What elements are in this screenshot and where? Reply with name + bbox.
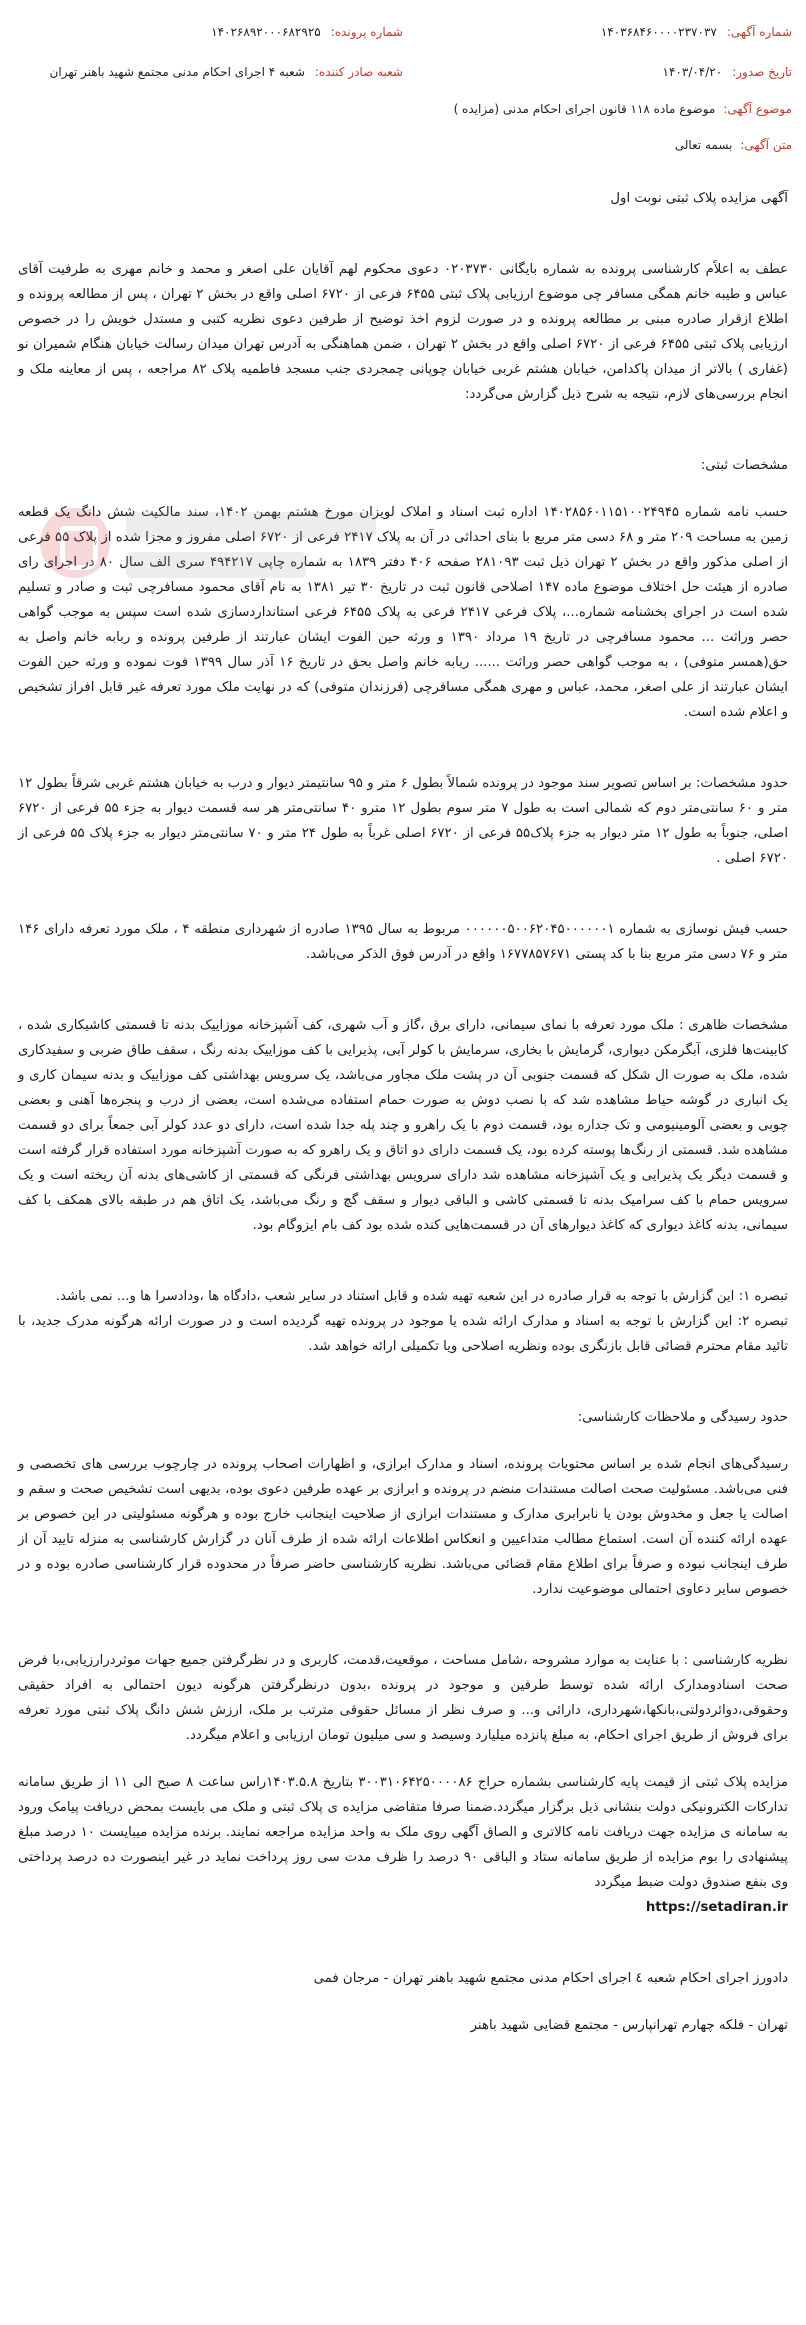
appearance-paragraph: مشخصات ظاهری : ملک مورد تعرفه با نمای سیمانی، دارای برق ،گاز و آب شهری، کف آشپزخانه موزاییک بدنه تا قسمتی کاشیکاری شده ، کابینت‌ها فلزی، آبگرمکن دیواری، گرمایش با بخاری، سرمایش با کولر آبی، پذیرایی با کف موزاییک بدنه رنگ ، سقف طاق ضربی و سفیدکاری شده، ملک به صورت ال شکل که قسمت جنوبی آن در پشت ملک مجاور می‌باشد، یک سرویس بهداشتی کف موزاییک و بدنه سیمان کاری و یک انباری در گوشه حیاط مشاهده شد که با نصب دوش به صورت حمام استفاده می‌شده است، بعضی از درب و پنجره‌ها آهنی و بعضی چوبی و بعضی آلومینیومی و تک جداره بود، قسمت دوم با یک راهرو و چند پله جدا شده است، دارای دو عدد کولر آبی جمعاً برای دو قسمت مشاهده شد. قسمتی از رنگ‌ها پوسته کرده بود، یک قسمت دارای دو اتاق و یک راهرو که به صورت آشپزخانه مورد استفاده قرار گرفته است و قسمت دیگر یک پذیرایی و یک آشپزخانه مشاهده شد دارای سرویس بهداشتی فرنگی که قسمتی از کاشی‌های بدنه آن ریخته است و یک سرویس حمام با کف سرامیک بدنه تا قسمتی کاشی و الباقی دیوار و سقف گچ و رنگ می‌باشد، یک اتاق هم در طبقه بالای همکف با کف سیمانی، بدنه کاغذ دیواری که کاغذ دیوارهای آن در قسمت‌هایی کنده شده بود کف بام ایزوگام بود.	[18, 1018, 788, 1233]
subject-value: موضوع ماده ۱۱۸ قانون اجرای احکام مدنی (مزایده )	[453, 102, 716, 116]
note-2: تبصره ۲: این گزارش با توجه به اسناد و مدارک ارائه شده یا موجود در پرونده تهیه گردیده است و در صورت ارائه هرگونه مدرک جدید، با تائید مقام محترم قضائی قابل بازنگری بوده ونظریه اصلاحی ویا تکمیلی ارائه خواهد شد.	[18, 1314, 789, 1354]
renovation-paragraph: حسب فیش نوسازی به شماره ۰۰۰۰۰۰۵۰۰۶۲۰۴۵۰۰۰۰۰۰۱ مربوط به سال ۱۳۹۵ صادره از شهرداری منطقه ۴ ، ملک مورد تعرفه دارای ۱۴۶ متر و ۷۶ دسی متر مربع بنا با کد پستی ۱۶۷۷۸۵۷۶۷۱ واقع در آدرس فوق الذکر می‌باشد.	[18, 922, 788, 962]
note-1: تبصره ۱: این گزارش با توجه به قرار صادره در این شعبه تهیه شده و قابل استناد در سایر شعب ،دادگاه ها ،ودادسرا ها و... نمی باشد.	[55, 1289, 788, 1304]
boundaries-paragraph: حدود مشخصات: بر اساس تصویر سند موجود در پرونده شمالاً بطول ۶ متر و ۹۵ سانتیمتر دیوار و درب به خیابان هشتم غربی شرقاً بطول ۱۲ متر و ۶۰ سانتی‌متر دوم که شمالی است به طول ۷ متر سوم بطول ۱۲ مترو ۴۰ سانتی‌متر هر سه قسمت دیوار به جزء ۵۵ فرعی از ۶۷۲۰ اصلی، جنوباً به طول ۱۲ متر دیوار به جزء پلاک۵۵ فرعی از ۶۷۲۰ اصلی غرباً به طول ۲۴ متر و ۷۰ سانتی‌متر دیوار به جزء پلاک ۵۵ فرعی از ۶۷۲۰ اصلی .	[18, 776, 789, 866]
case-number-value: ۱۴۰۲۶۸۹۲۰۰۰۶۸۲۹۲۵	[211, 25, 321, 39]
signature-line: دادورز اجرای احکام شعبه ٤ اجرای احکام مدنی مجتمع شهید باهنر تهران - مرجان فمی	[313, 1971, 788, 1986]
setad-link[interactable]: https://setadiran.ir	[645, 1900, 788, 1915]
issue-date-label: تاریخ صدور:	[732, 65, 792, 79]
header-row	[14, 52, 792, 92]
review-paragraph: رسیدگی‌های انجام شده بر اساس محتویات پرونده، اسناد و مدارک ابرازی، و اظهارات اصحاب پرونده در چارچوب بررسی های تخصصی و فنی می‌باشد. مسئولیت صحت اصالت مستندات منضم در پرونده و ابرازی بر عهده طرفین دعوی بوده، بدیهی است تشخیص صحت و سقم و اصالت یا جعل و مخدوش بودن یا نابرابری مدارک و مستندات ابرازی از صلاحیت اینجانب خارج بوده و هرگونه مسئولیتی در این خصوص بر عهده ارائه کننده آن است. استماع مطالب متداعیین و انعکاس اطلاعات ارائه شده از طرف آنان در گزارش کارشناسی به منزله تایید آن از طرف اینجانب نبوده و صرفاً برای اطلاع مقام قضائی می‌باشد. نظریه کارشناسی حاضر صرفاً در محدوده قرار کارشناسی صادره بوده و در خصوص سایر دعاوی احتمالی موضوعیت ندارد.	[18, 1457, 788, 1597]
ad-number-label: شماره آگهی:	[726, 25, 792, 39]
header-row	[14, 12, 792, 52]
review-heading: حدود رسیدگی و ملاحظات کارشناسی:	[577, 1410, 788, 1425]
case-number-field	[14, 22, 403, 42]
ad-content	[18, 186, 788, 2038]
auction-paragraph: مزایده پلاک ثبتی از قیمت پایه کارشناسی بشماره حراج ۳۰۰۳۱۰۶۴۲۵۰۰۰۰۸۶ بتاریخ ۱۴۰۳.۵.۸راس ساعت ۸ صبح الی ۱۱ از طریق سامانه تدارکات الکترونیکی دولت بنشانی ذیل برگزار میگردد.ضمنا صرفا متقاضی مزایده ی پلاک ثبتی و ملک می بایست بمحض دریافت پیامک ورود به سامانه ی مزایده جهت دریافت نامه کالاتری و الصاق آگهی روی ملک به واحد مزایده مراجعه نمایند. برنده مزایده میبایست ۱۰ درصد مبلغ پیشنهادی را بوم مزایده از طریق سامانه ستاد و الباقی ۹۰ درصد را ظرف مدت سی روز پرداخت نماید در غیر اینصورت ده درصد پرداختی وی بنفع صندوق دولت ضبط میگردد	[18, 1775, 788, 1890]
issuer-value: شعبه ۴ اجرای احکام مدنی مجتمع شهید باهنر تهران	[49, 65, 305, 79]
ad-header	[14, 12, 792, 92]
opinion-paragraph: نظریه کارشناسی : با عنایت به موارد مشروحه ،شامل مساحت ، موقعیت،قدمت، کاربری و در نظرگرفتن جمیع جهات موثردرارزیابی،با فرض صحت اسنادومدارک ارائه شده توسط طرفین و موجود در پرونده ،بدون درنظرگرفتن هرگونه دیون احتمالی به افراد حقیقی وحقوقی،دوائردولتی،بانکها،شهرداری، دارائی و... و صرف نظر از مسائل حقوقی مترتب بر ملک، ارزش شش دانگ پلاک ثبتی مورد تعرفه برای فروش از طریق اجرای احکام، به مبلغ پانزده میلیارد وسیصد و سی میلیون تومان ارزیابی و اعلام میگردد.	[18, 1653, 788, 1743]
registration-heading: مشخصات ثبتی:	[700, 458, 788, 473]
case-number-label: شماره پرونده:	[330, 25, 403, 39]
ad-number-field	[403, 22, 792, 42]
ad-number-value: ۱۴۰۳۶۸۴۶۰۰۰۰۲۳۷۰۳۷	[600, 25, 717, 39]
issue-date-field	[403, 62, 792, 82]
ad-title: آگهی مزایده پلاک ثبتی نوبت اول	[610, 191, 788, 206]
address-line: تهران - فلکه چهارم تهرانپارس - مجتمع قضایی شهید باهنر	[470, 2018, 788, 2033]
issuer-field	[14, 62, 403, 82]
registration-paragraph: حسب نامه شماره ۱۴۰۲۸۵۶۰۱۱۵۱۰۰۲۴۹۴۵ اداره ثبت اسناد و املاک لویزان مورخ هشتم بهمن ۱۴۰۲، سند مالکیت شش دانگ یک قطعه زمین به مساحت ۲۰۹ متر و ۶۸ دسی متر مربع با بنای احداثی در آن به پلاک ۲۴۱۷ فرعی از ۶۷۲۰ اصلی مفروز و مجزا شده از پلاک ۵۵ فرعی از اصلی مذکور واقع در بخش ۲ تهران ذیل ثبت ۲۸۱۰۹۳ صفحه ۴۰۶ دفتر ۱۸۳۹ به شماره چاپی ۴۹۴۲۱۷ سری الف سال ۸۰ در اجرای رای صادره از هیئت حل اختلاف موضوع ماده ۱۴۷ اصلاحی قانون ثبت در تاریخ ۳۰ تیر ۱۳۸۱ به نام آقای محمود مسافرچی ثبت و صادر و تسلیم شده است در اجرای بخشنامه شماره...، پلاک فرعی ۲۴۱۷ فرعی به پلاک ۶۴۵۵ فرعی استانداردسازی شده است سپس به موجب گواهی حصر وراثت ... محمود مسافرچی در تاریخ ۱۹ مرداد ۱۳۹۰ و ورثه حین الفوت ایشان عبارتند از طرفین پرونده و ربابه خانم واصل به حق(همسر متوفی) ، به موجب گواهی حصر وراثت ...... ربابه خانم واصل بحق در تاریخ ۱۶ آذر سال ۱۳۹۹ فوت نموده و ورثه حین الفوت ایشان عبارتند از علی اصغر، محمد، عباس و مهری همگی مسافرچی (فرزندان متوفی) که در نهایت ملک مورد تعرفه غیر قابل افراز تشخیص و اعلام شده است.	[18, 505, 789, 720]
subject-field	[14, 102, 792, 116]
subject-label: موضوع آگهی:	[723, 102, 792, 116]
intro-paragraph: عطف به اعلاًم کارشناسی پرونده به شماره بایگانی ۰۲۰۳۷۳۰ دعوی محکوم لهم آقایان علی اصغر و محمد و خانم مهری به طرفیت آقای عباس و طیبه خانم همگی مسافر چی موضوع ارزیابی پلاک ثبتی ۶۴۵۵ فرعی از ۶۷۲۰ اصلی واقع در بخش ۲ تهران ، پس از مطالعه پرونده و اطلاع ازقرار صادره مبنی بر مطالعه پرونده و در صورت لزوم اخذ توضیح از طرفین دعوی نظریه کتبی و مستدل خویش را در خصوص ارزیابی پلاک ثبتی ۶۴۵۵ فرعی از ۶۷۲۰ اصلی واقع در بخش ۲ تهران ، ضمن هماهنگی به آدرس تهران میدان رسالت خیابان هنگام شمیران نو (غفاری ) بالاتر از میدان پاکدامن، خیابان هشتم غربی خیابان چوپانی چمجردی جنب مسجد فاطمیه پلاک ۸۲ مراجعه ، پس از معاینه ملک و انجام بررسی‌های لازم، نتیجه به شرح ذیل گزارش می‌گردد:	[18, 262, 788, 402]
body-label: متن آگهی:	[740, 138, 792, 152]
body-intro: بسمه تعالی	[674, 138, 733, 152]
issuer-label: شعبه صادر کننده:	[314, 65, 403, 79]
issue-date-value: ۱۴۰۳/۰۴/۲۰	[662, 65, 723, 79]
body-field	[14, 138, 792, 152]
